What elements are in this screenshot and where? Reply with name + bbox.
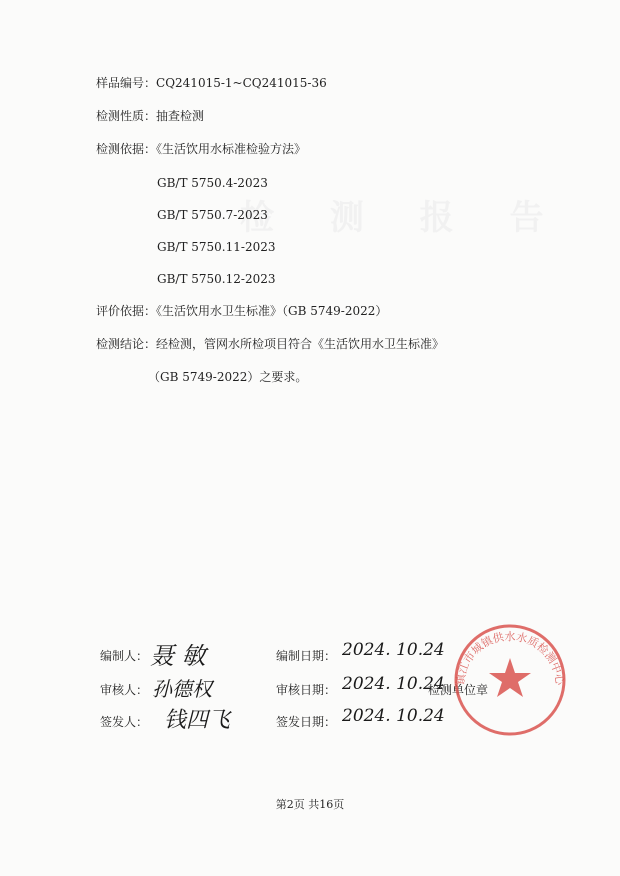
issuer-signature: 钱四飞: [164, 708, 231, 733]
standard-item: GB/T 5750.7-2023: [157, 208, 268, 222]
conclusion-continuation: （GB 5749-2022）之要求。: [148, 370, 308, 384]
standard-item: GB/T 5750.4-2023: [157, 176, 268, 190]
sample-number-row: [96, 75, 327, 91]
compiler-signature: 聂 敏: [150, 642, 206, 670]
standard-item: GB/T 5750.11-2023: [157, 240, 276, 254]
test-basis-value: 《生活饮用水标准检验方法》: [156, 142, 307, 156]
evaluation-basis-row: [96, 303, 387, 319]
test-nature-row: [96, 108, 204, 124]
conclusion-row: [96, 336, 444, 352]
evaluation-basis-value: 《生活饮用水卫生标准》（GB 5749-2022）: [156, 304, 388, 318]
issue-date-value: 2024. 10.24: [342, 706, 445, 726]
conclusion-label: 检测结论：: [96, 337, 157, 351]
compile-date-value: 2024. 10.24: [342, 640, 445, 660]
evaluation-basis-label: 评价依据：: [96, 304, 157, 318]
test-nature-label: 检测性质：: [96, 109, 157, 123]
test-nature-value: 抽查检测: [156, 109, 205, 123]
standard-item: GB/T 5750.12-2023: [157, 272, 276, 286]
issuer-label: 签发人：: [100, 715, 149, 729]
compile-date-label: 编制日期：: [276, 649, 337, 663]
issue-date-label: 签发日期：: [276, 715, 337, 729]
test-basis-label: 检测依据：: [96, 142, 157, 156]
reviewer-label: 审核人：: [100, 683, 149, 697]
seal-text: 镇江市城镇供水水质检测中心: [453, 630, 567, 686]
conclusion-text: 经检测，管网水所检项目符合《生活饮用水卫生标准》: [156, 337, 445, 351]
page-footer: 第2页 共16页: [275, 798, 345, 811]
stamp-label: 检测单位章: [428, 683, 489, 697]
sample-number-label: 样品编号：: [96, 76, 157, 90]
seal-star-icon: [489, 658, 531, 697]
review-date-label: 审核日期：: [276, 683, 337, 697]
show-through-title: 检 测 报 告: [240, 198, 566, 238]
review-date-value: 2024. 10.24: [342, 674, 445, 694]
test-basis-row: [96, 141, 306, 157]
sample-number-value: CQ241015-1~CQ241015-36: [156, 76, 327, 90]
official-seal: [450, 620, 570, 740]
compiler-label: 编制人：: [100, 649, 149, 663]
reviewer-signature: 孙德权: [152, 677, 212, 701]
